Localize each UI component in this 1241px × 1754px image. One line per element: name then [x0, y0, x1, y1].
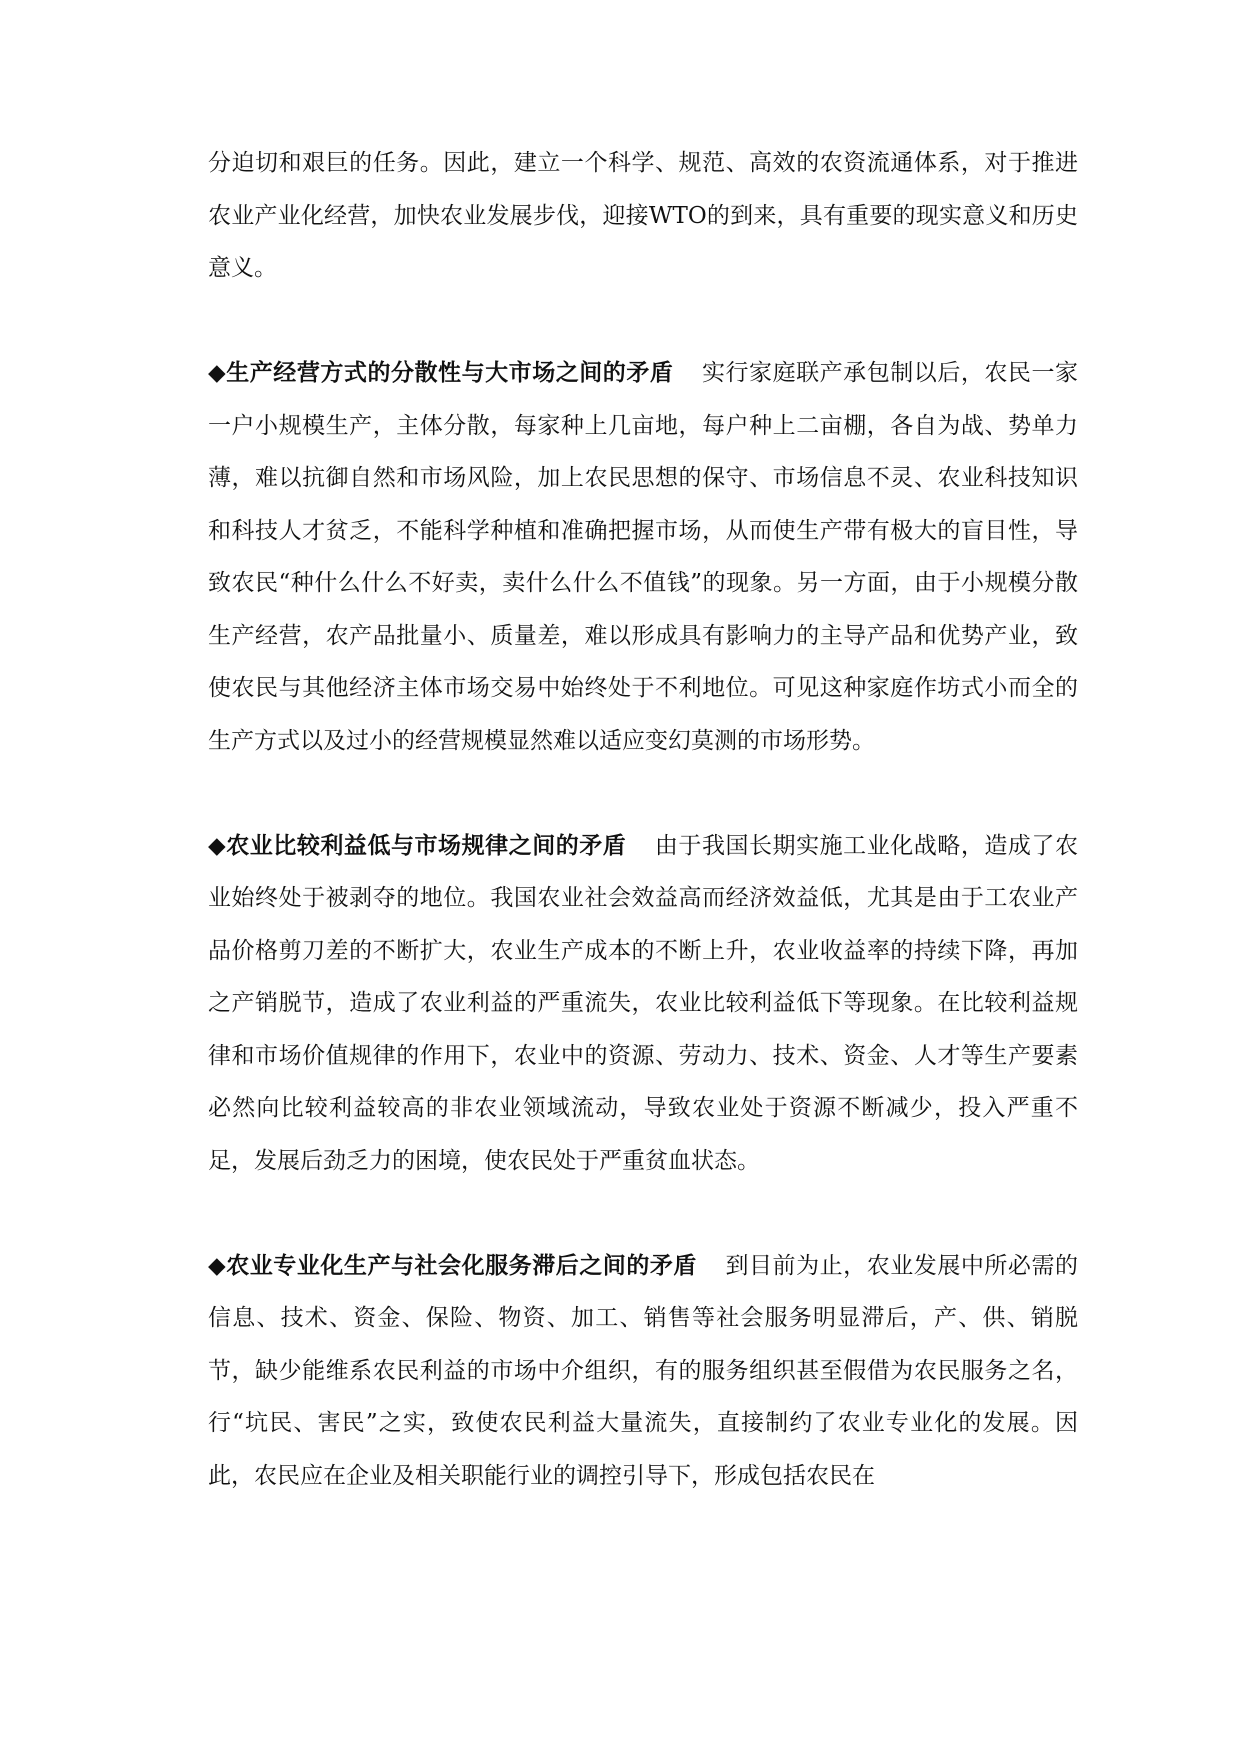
- paragraph-comparative-benefit: [208, 820, 1078, 1188]
- paragraph-text: 分迫切和艰巨的任务。因此，建立一个科学、规范、高效的农资流通体系，对于推进农业产业化经营，加快农业发展步伐，迎接WTO的到来，具有重要的现实意义和历史意义。: [208, 150, 1078, 281]
- paragraph-heading: ◆农业比较利益低与市场规律之间的矛盾: [208, 832, 627, 859]
- paragraph-heading: ◆生产经营方式的分散性与大市场之间的矛盾: [208, 360, 674, 386]
- paragraph-text: 由于我国长期实施工业化战略，造成了农业始终处于被剥夺的地位。我国农业社会效益高而经济效益低，尤其是由于工农业产品价格剪刀差的不断扩大，农业生产成本的不断上升，农业收益率的持续下降，再加之产销脱节，造成了农业利益的严重流失，农业比较利益低下等现象。在比较利益规律和市场价值规律的作用下，农业中的资源、劳动力、技术、资金、人才等生产要素必然向比较利益较高的非农业领域流动，导致农业处于资源不断减少，投入严重不足，发展后劲乏力的困境，使农民处于严重贫血状态。: [208, 832, 1078, 1174]
- paragraph-intro: [208, 137, 1078, 295]
- paragraph-text: 到目前为止，农业发展中所必需的信息、技术、资金、保险、物资、加工、销售等社会服务明显滞后，产、供、销脱节，缺少能维系农民利益的市场中介组织，有的服务组织甚至假借为农民服务之名，行“坑民、害民”之实，致使农民利益大量流失，直接制约了农业专业化的发展。因此，农民应在企业及相关职能行业的调控引导下，形成包括农民在: [208, 1252, 1078, 1489]
- paragraph-heading: ◆农业专业化生产与社会化服务滞后之间的矛盾: [208, 1252, 697, 1279]
- paragraph-text: 实行家庭联产承包制以后，农民一家一户小规模生产，主体分散，每家种上几亩地，每户种上二亩棚，各自为战、势单力薄，难以抗御自然和市场风险，加上农民思想的保守、市场信息不灵、农业科技知识和科技人才贫乏，不能科学种植和准确把握市场，从而使生产带有极大的盲目性，导致农民“种什么什么不好卖，卖什么什么不值钱”的现象。另一方面，由于小规模分散生产经营，农产品批量小、质量差，难以形成具有影响力的主导产品和优势产业，致使农民与其他经济主体市场交易中始终处于不利地位。可见这种家庭作坊式小而全的生产方式以及过小的经营规模显然难以适应变幻莫测的市场形势。: [208, 360, 1078, 754]
- paragraph-specialization-service: [208, 1240, 1078, 1503]
- paragraph-spacer: [208, 295, 1078, 348]
- document-page: [208, 137, 1078, 1502]
- paragraph-spacer: [208, 1187, 1078, 1240]
- paragraph-production-dispersion: [208, 347, 1078, 767]
- paragraph-spacer: [208, 767, 1078, 820]
